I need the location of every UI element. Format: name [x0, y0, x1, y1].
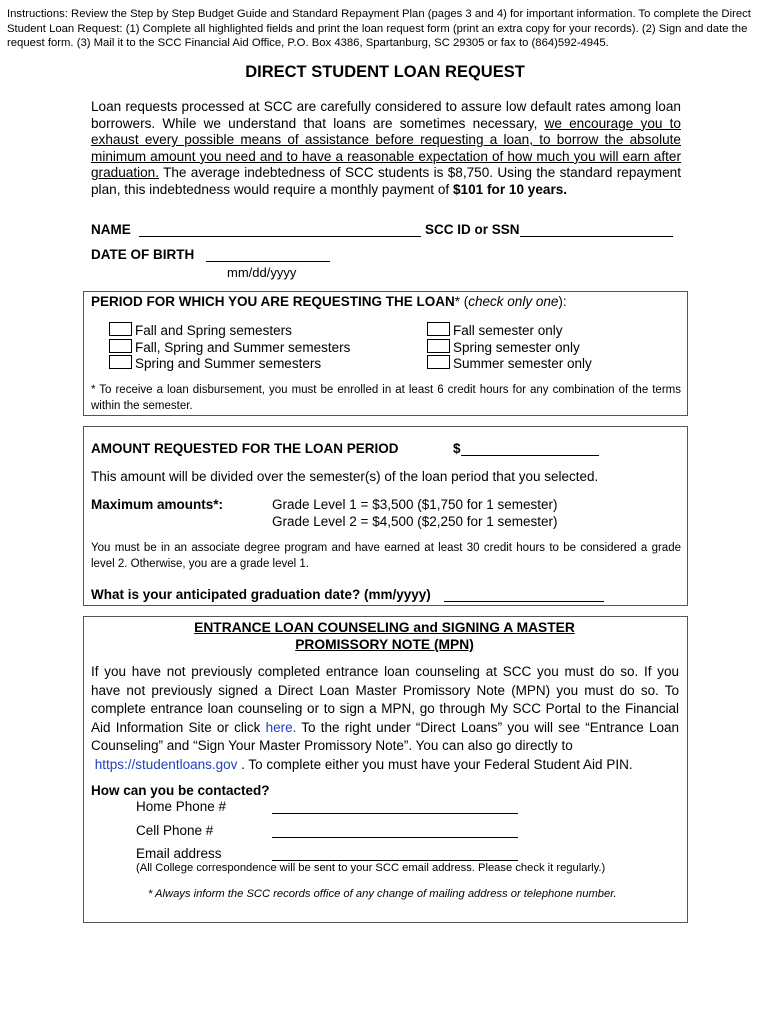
period-option[interactable] — [427, 339, 592, 356]
sccid-label: SCC ID or SSN — [425, 222, 520, 237]
amount-label: AMOUNT REQUESTED FOR THE LOAN PERIOD — [91, 441, 399, 456]
email-field[interactable] — [272, 846, 518, 861]
checkbox[interactable] — [109, 322, 132, 336]
dob-row — [91, 247, 330, 262]
period-heading-end: ): — [558, 294, 567, 309]
entrance-text-b: To the right under “Direct Loans” you will see “Entrance Loan Counseling” and “Sign Your Master Promissory Note”. You can also go directly to — [91, 719, 679, 753]
grade-level-2: Grade Level 2 = $4,500 ($2,250 for 1 semester) — [272, 514, 558, 529]
intro-text-2: The average indebtedness of SCC students is $8,750. Using the standard repayment plan, this indebtedness would require a monthly payment of — [91, 165, 681, 197]
cell-phone-field[interactable] — [272, 823, 518, 838]
period-option-label: Summer semester only — [453, 356, 592, 371]
entrance-heading-line1: ENTRANCE LOAN COUNSELING and SIGNING A MASTER — [194, 620, 575, 635]
period-option[interactable] — [109, 322, 350, 339]
grad-date-row — [91, 587, 604, 602]
checkbox[interactable] — [427, 355, 450, 369]
cell-phone-label: Cell Phone # — [136, 823, 214, 838]
intro-underlined-text: we encourage you to exhaust every possible means of assistance before requesting a loan, to borrow the absolute minimum amount you need and to have a reasonable expectation of how much you will earn after graduation. — [91, 115, 681, 181]
checkbox[interactable] — [427, 339, 450, 353]
checkbox[interactable] — [109, 355, 132, 369]
intro-bold-text: $101 for 10 years. — [452, 181, 568, 197]
name-field[interactable] — [139, 222, 421, 237]
period-heading-star: * ( — [454, 294, 469, 309]
contact-question: How can you be contacted? — [91, 783, 270, 798]
period-options-right — [427, 322, 592, 372]
dob-format-hint: mm/dd/yyyy — [227, 265, 297, 280]
sccid-field[interactable] — [520, 222, 673, 237]
amount-field[interactable] — [461, 441, 599, 456]
checkbox[interactable] — [109, 339, 132, 353]
home-phone-field[interactable] — [272, 799, 518, 814]
entrance-heading-line2: PROMISSORY NOTE (MPN) — [295, 637, 474, 652]
email-note: (All College correspondence will be sent to your SCC email address. Please check it regularly.) — [136, 862, 606, 874]
grade-level-1: Grade Level 1 = $3,500 ($1,750 for 1 semester) — [272, 497, 558, 512]
checkbox[interactable] — [427, 322, 450, 336]
period-options-left — [109, 322, 350, 372]
home-phone-label: Home Phone # — [136, 799, 227, 814]
period-heading-text: PERIOD FOR WHICH YOU ARE REQUESTING THE LOAN — [91, 294, 455, 309]
period-heading-italic: check only one — [468, 294, 559, 309]
period-note: * To receive a loan disbursement, you must be enrolled in at least 6 credit hours for any combination of the terms within the semester. — [91, 384, 681, 412]
here-link[interactable]: here. — [265, 719, 297, 735]
period-option-label: Fall and Spring semesters — [135, 323, 292, 338]
entrance-paragraph — [91, 663, 679, 774]
period-option-label: Fall, Spring and Summer semesters — [135, 339, 351, 355]
entrance-heading — [83, 619, 686, 653]
page-title: DIRECT STUDENT LOAN REQUEST — [245, 63, 525, 81]
grad-date-field[interactable] — [444, 587, 604, 602]
name-row — [91, 222, 421, 237]
entrance-text-a: If you have not previously completed entrance loan counseling at SCC you must do so. If you have not previously signed a Direct Loan Master Promissory Note (MPN) you must do so. To complete entrance loan counseling or to sign a MPN, go through My SCC Portal to the Financial Aid Information Site or click — [91, 664, 679, 735]
studentloans-link[interactable]: https://studentloans.gov — [94, 756, 238, 772]
period-option-label: Spring semester only — [453, 339, 580, 355]
intro-text-1: Loan requests processed at SCC are carefully considered to assure low default rates among loan borrowers. While we understand that loans are sometimes necessary, — [91, 99, 681, 131]
instructions-text: Instructions: Review the Step by Step Budget Guide and Standard Repayment Plan (pages 3 and 4) for important information. To complete the Direct Student Loan Request: (1) Complete all highlighted fields and print the loan request form (print an extra copy for your records). (2) Sign and date the request form. (3) Mail it to the SCC Financial Aid Office, P.O. Box 4386, Spartanburg, SC 29305 or fax to (864)592-4945. — [7, 8, 751, 49]
period-heading — [91, 294, 567, 309]
sccid-row — [425, 222, 673, 237]
max-amounts-label: Maximum amounts*: — [91, 497, 224, 512]
email-label: Email address — [136, 846, 222, 861]
dollar-sign: $ — [453, 441, 461, 456]
period-option-label: Spring and Summer semesters — [135, 356, 322, 371]
entrance-text-c: . To complete either you must have your Federal Student Aid PIN. — [237, 756, 633, 772]
grade-note: You must be in an associate degree program and have earned at least 30 credit hours to be considered a grade level 2. Otherwise, you are a grade level 1. — [91, 542, 681, 570]
period-option[interactable] — [427, 322, 592, 339]
amount-row — [453, 441, 599, 456]
intro-paragraph — [91, 99, 681, 199]
dob-label: DATE OF BIRTH — [91, 247, 195, 262]
footer-note: * Always inform the SCC records office of any change of mailing address or telephone number. — [148, 888, 617, 900]
grad-date-question: What is your anticipated graduation date? (mm/yyyy) — [91, 587, 431, 602]
period-option[interactable] — [427, 355, 592, 372]
amount-divided-note: This amount will be divided over the semester(s) of the loan period that you selected. — [91, 469, 599, 484]
dob-field[interactable] — [206, 247, 330, 262]
name-label: NAME — [91, 222, 131, 237]
period-option[interactable] — [109, 355, 350, 372]
period-option[interactable] — [109, 339, 350, 356]
period-option-label: Fall semester only — [453, 323, 563, 338]
